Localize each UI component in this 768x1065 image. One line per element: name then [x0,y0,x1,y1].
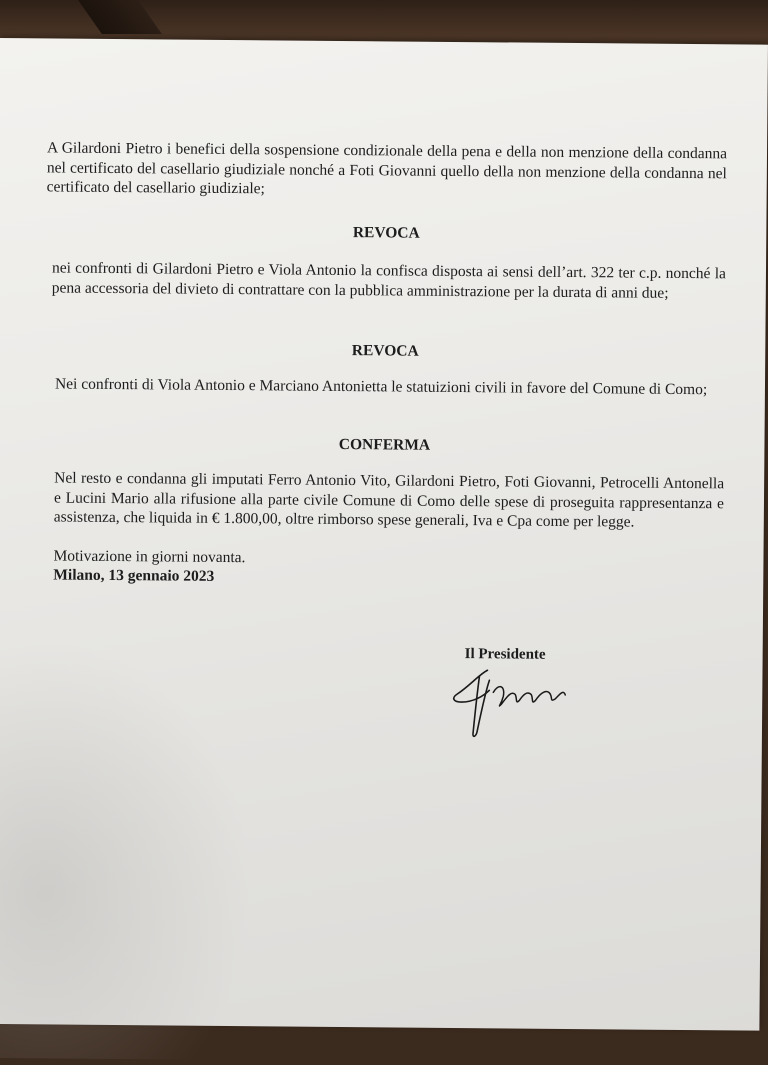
heading-revoca-1: REVOCA [352,224,420,242]
paragraph-condanna-spese: Nel resto e condanna gli imputati Ferro Antonio Vito, Gilardoni Pietro, Foti Giovanni, Petrocelli Antonella e Lucini Mario alla rifusione alla parte civile Comune di Como delle spese di proseguita rappresentanza e assistenza, che liquida in € 1.800,00, oltre rimborso spese generali, Iva e Cpa come per legge. [53,469,725,531]
paper-shadow [0,638,255,1060]
paragraph-benefici: A Gilardoni Pietro i benefici della sospensione condizionale della pena e della non menzione della condanna nel certificato del casellario giudiziale nonché a Foti Giovanni quello della non menzione della condanna nel certificato del casellario giudiziale; [46,139,728,198]
paper-sheet [0,38,768,1031]
heading-conferma: CONFERMA [338,435,431,454]
document-body [46,138,728,585]
handwritten-signature [449,652,580,743]
place-date: Milano, 13 gennaio 2023 [53,566,215,585]
paragraph-motivazione: Motivazione in giorni novanta. [53,547,246,567]
signer-title: Il Presidente [464,646,546,663]
paragraph-statuizioni-civili: Nei confronti di Viola Antonio e Marciano Antonietta le statuizioni civili in favore del Comune di Como; [54,375,708,399]
heading-revoca-2: REVOCA [351,342,419,360]
paragraph-confisca: nei confronti di Gilardoni Pietro e Viola Antonio la confisca disposta ai sensi dell’art. 322 ter c.p. nonché la pena accessoria del divieto di contrattare con la pubblica amministrazione per la durata di anni due; [51,259,727,302]
